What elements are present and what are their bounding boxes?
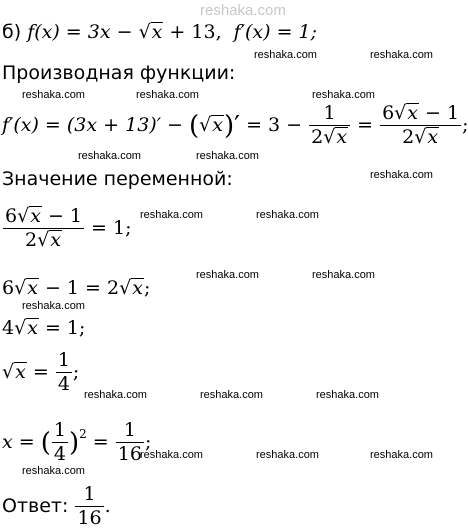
watermark: reshaka.com (370, 49, 433, 61)
watermark: reshaka.com (196, 150, 259, 162)
watermark: reshaka.com (370, 169, 433, 181)
watermark: reshaka.com (370, 449, 433, 461)
heading-derivative: Производная функции: (2, 62, 236, 84)
step-2: 6√x − 1 = 2√x; (2, 277, 151, 299)
heading-variable: Значение переменной: (2, 168, 233, 190)
watermark: reshaka.com (312, 269, 375, 281)
watermark: reshaka.com (136, 89, 199, 101)
answer-label: Ответ: (2, 494, 69, 517)
step-1: $\frac{6√x - 1}{2√x}$ = 1; (5, 205, 132, 251)
fraction: $\frac{6√x - 1}{2√x}$ (5, 205, 83, 251)
task-label: б) (2, 21, 22, 43)
watermark: reshaka.com (140, 449, 203, 461)
answer-fraction: $\frac{1}{16}$ (77, 483, 102, 529)
watermark-top: reshaka.com (200, 2, 286, 19)
watermark: reshaka.com (200, 389, 263, 401)
watermark: reshaka.com (22, 300, 85, 312)
watermark: reshaka.com (196, 269, 259, 281)
step-5: x = ( $\frac{1}{4}$ )$^2$ = $\frac{1}{16}$ ; (2, 419, 152, 465)
fraction: $\frac{1}{4}$ (57, 349, 70, 395)
fraction: $\frac{1}{4}$ (53, 419, 66, 465)
derivative-line: f′(x) = (3x + 13)′ − (√x)′ = 3 − $\frac{1}{2√x}$ = $\frac{6√x - 1}{2√x}$ ; (2, 102, 468, 148)
watermark: reshaka.com (22, 89, 85, 101)
task-line: б) f(x) = 3x − √x + 13, f′(x) = 1; (2, 21, 318, 43)
task-function: f(x) = 3x − (27, 21, 139, 43)
answer-line: Ответ: $\frac{1}{16}$ . (2, 483, 111, 529)
watermark: reshaka.com (78, 150, 141, 162)
fraction: $\frac{1}{2√x}$ (309, 103, 350, 149)
radical: √x (138, 21, 163, 43)
watermark: reshaka.com (84, 389, 147, 401)
watermark: reshaka.com (22, 465, 85, 477)
watermark: reshaka.com (254, 49, 317, 61)
fraction: $\frac{6√x - 1}{2√x}$ (382, 102, 460, 148)
task-condition: f′(x) = 1; (233, 21, 318, 43)
watermark: reshaka.com (256, 449, 319, 461)
watermark: reshaka.com (140, 209, 203, 221)
watermark: reshaka.com (256, 209, 319, 221)
watermark: reshaka.com (312, 89, 375, 101)
watermark: reshaka.com (316, 389, 379, 401)
step-3: 4√x = 1; (2, 317, 86, 339)
step-4: √x = $\frac{1}{4}$ ; (2, 349, 80, 395)
fraction: $\frac{1}{16}$ (117, 419, 142, 465)
